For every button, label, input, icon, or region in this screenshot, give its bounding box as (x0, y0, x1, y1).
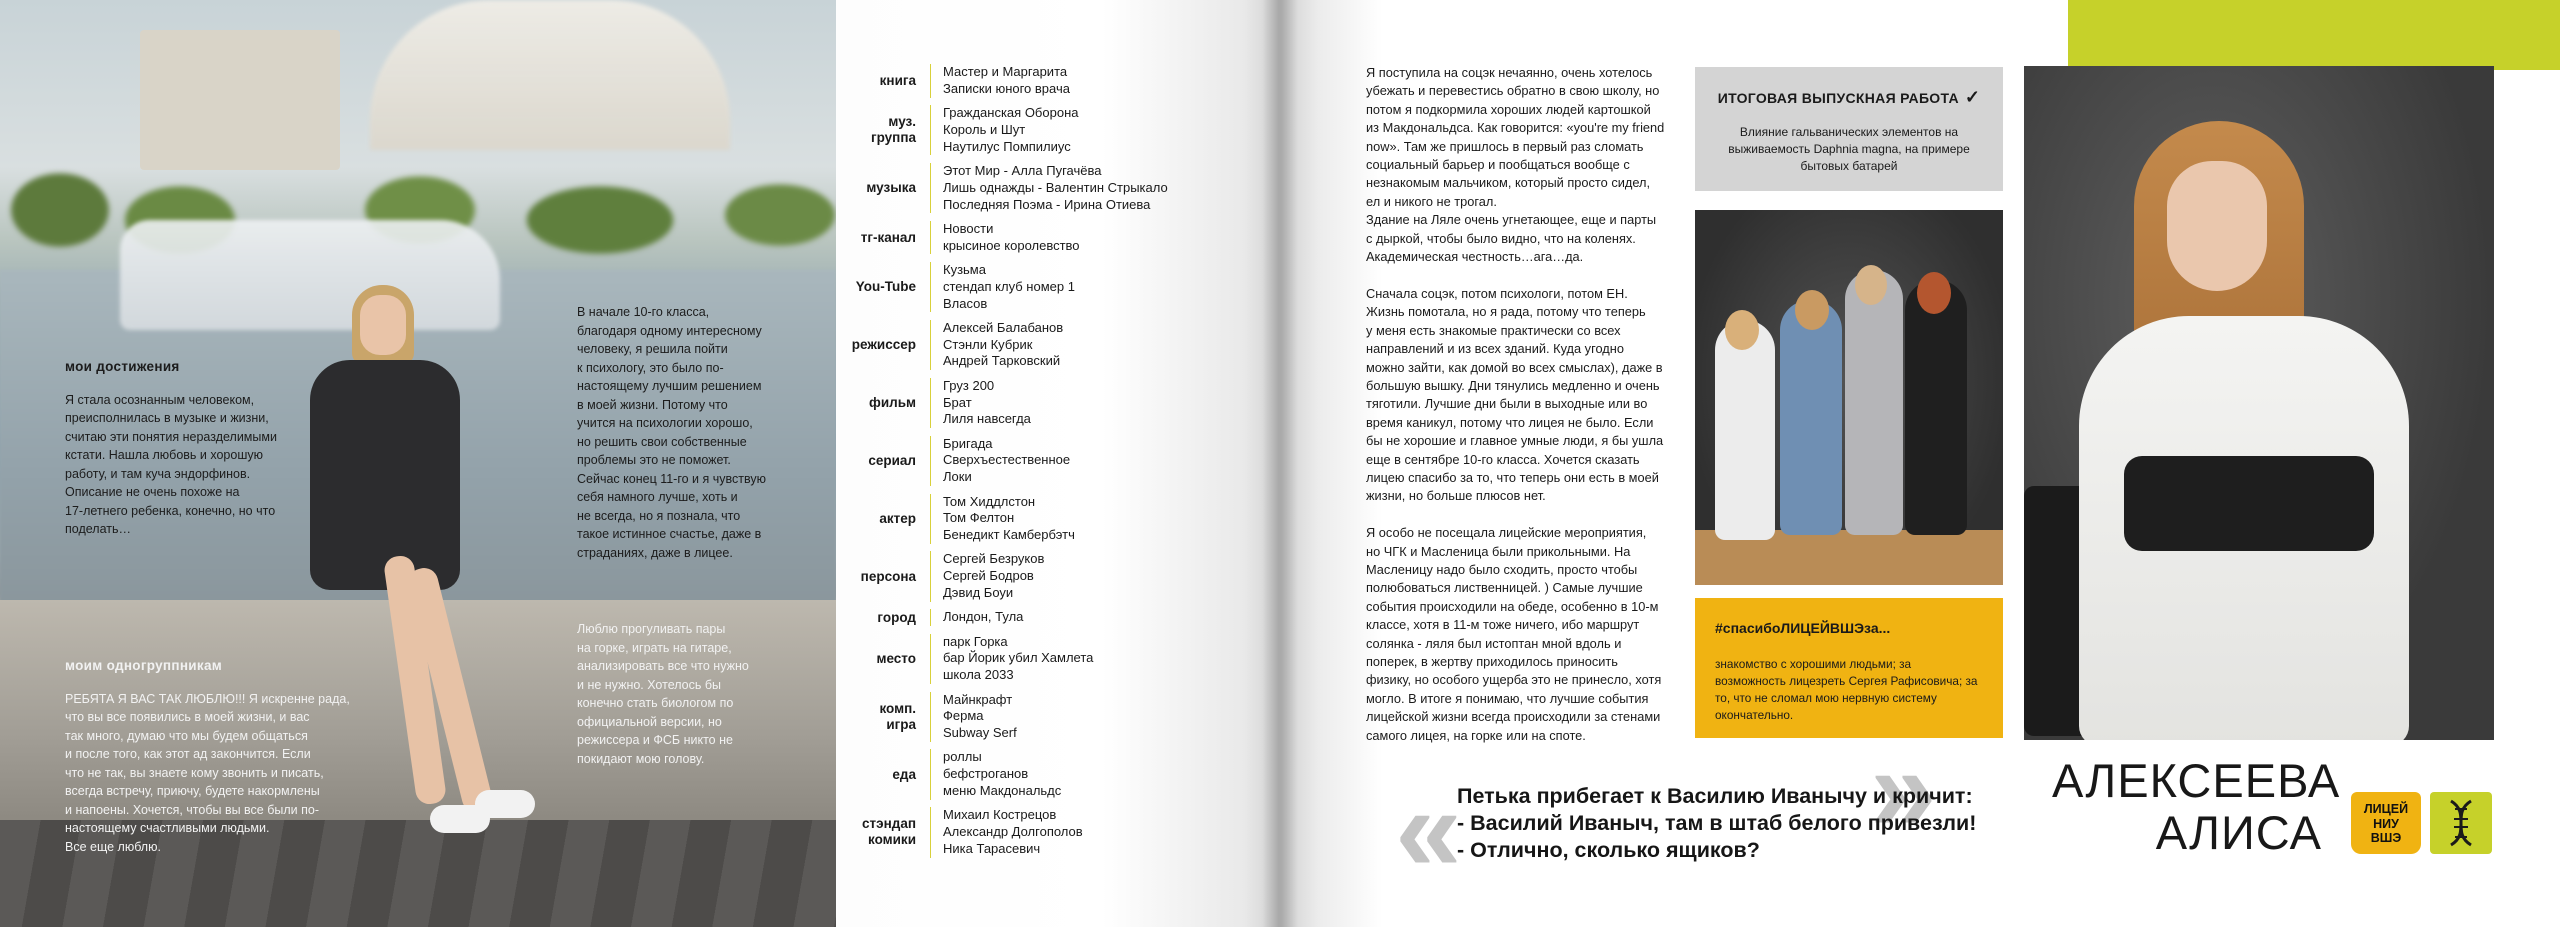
preference-row (836, 634, 1280, 684)
chevron-double-icon: « (1395, 763, 1432, 897)
chevron-double-icon: » (1870, 723, 1907, 857)
preference-values (930, 609, 1023, 626)
joke-line: - Отлично, сколько ящиков? (1457, 838, 1760, 862)
classmates-text: РЕБЯТА Я ВАС ТАК ЛЮБЛЮ!!! Я искренне рада, что вы все появились в моей жизни, и вас так много, думаю что мы будем общаться и после того, как этот ад закончится. Если что не так, вы знаете кому звонить и писать, всегда встречу, приючу, будете накормлены и напоены. Хочется, чтобы вы все были по- настоящему счастливыми людьми. Все еще люблю. (65, 691, 350, 854)
preference-value: бефстроганов (943, 766, 1029, 782)
preference-value: Subway Serf (943, 725, 1017, 741)
first-name: АЛИСА (2155, 806, 2322, 859)
preference-value: Сверхъестественное (943, 452, 1071, 468)
preference-values (930, 634, 1093, 684)
preference-label: комп. игра (879, 700, 916, 732)
intro-text: В начале 10-го класса, благодаря одному интересному человеку, я решила пойти к психологу, это было по- настоящему лучшим решением в моей жизни. Потому что учится на психологии хорошо, но решить свои собственные проблемы это не поможет. Сейчас конец 11-го и я чувствую себя намного лучше, хоть и не всегда, но я познала, что такое истинное счастье, даже в страданиях, даже в лицее. (577, 305, 766, 560)
preference-value: Наутилус Помпилиус (943, 138, 1071, 154)
preference-label: фильм (869, 394, 916, 410)
preference-label: место (876, 650, 916, 666)
preferences-list (836, 64, 1280, 865)
preference-value: Локи (943, 469, 972, 485)
preference-row (836, 105, 1280, 155)
preference-value: Андрей Тарковский (943, 353, 1061, 369)
preference-label: город (877, 609, 916, 625)
preference-values (930, 494, 1075, 544)
achievements-section (65, 358, 315, 539)
classmates-section (65, 657, 365, 856)
preference-value: Лондон, Тула (943, 609, 1024, 625)
joke-quote (1457, 783, 2017, 864)
preference-row (836, 551, 1280, 601)
joke-line: - Василий Иваныч, там в штаб белого привезли! (1457, 811, 1977, 835)
preference-label: тг-канал (860, 229, 916, 245)
classmates-heading: моим одногруппникам (65, 658, 223, 673)
preference-row (836, 64, 1280, 98)
preference-value: Брат (943, 394, 972, 410)
preference-row (836, 221, 1280, 255)
preference-row (836, 692, 1280, 742)
preference-label: книга (879, 72, 916, 88)
preference-value: крысиное королевство (943, 237, 1080, 253)
preference-label: еда (892, 766, 916, 782)
preference-value: Король и Шут (943, 121, 1026, 137)
preference-value: бар Йорик убил Хамлета (943, 650, 1094, 666)
preference-values (930, 692, 1017, 742)
preference-values (930, 320, 1063, 370)
preference-value: Этот Мир - Алла Пугачёва (943, 162, 1102, 178)
thanks-box (1695, 598, 2003, 738)
cathedral-background (370, 0, 730, 150)
preference-value: Майнкрафт (943, 691, 1013, 707)
dna-icon (2430, 792, 2492, 854)
preference-values (930, 436, 1070, 486)
preference-values (930, 64, 1070, 98)
final-work-box (1695, 67, 2003, 191)
preference-value: Дэвид Боуи (943, 585, 1014, 601)
preference-value: Том Фелтон (943, 510, 1015, 526)
intro-section (577, 303, 807, 562)
preference-value: Власов (943, 295, 988, 311)
group-photo (1695, 210, 2003, 585)
left-photo-page (0, 0, 836, 927)
lyceum-logo: ЛИЦЕЙ НИУ ВШЭ (2351, 792, 2421, 854)
preference-label: режиссер (851, 337, 916, 353)
preference-value: Бригада (943, 435, 993, 451)
right-page (1280, 0, 2560, 927)
preference-value: роллы (943, 749, 982, 765)
student-name (2052, 754, 2341, 859)
preference-value: Сергей Бодров (943, 568, 1034, 584)
preference-row (836, 436, 1280, 486)
book-spine (1262, 0, 1298, 927)
preference-value: Бенедикт Камбербэтч (943, 527, 1075, 543)
preference-label: муз. группа (870, 114, 916, 146)
checkmark-icon: ✓ (1964, 87, 1981, 107)
preference-row (836, 320, 1280, 370)
preference-values (930, 551, 1044, 601)
preference-values (930, 749, 1061, 799)
last-name: АЛЕКСЕЕВА (2052, 754, 2341, 807)
preference-values (930, 163, 1168, 213)
preference-label: стэндап комики (862, 816, 916, 848)
preference-value: стендап клуб номер 1 (943, 278, 1075, 294)
preference-value: Михаил Кострецов (943, 807, 1057, 823)
preference-value: Алексей Балабанов (943, 319, 1064, 335)
lime-accent-block (2068, 0, 2560, 70)
preference-value: Новости (943, 220, 994, 236)
joke-line: Петька прибегает к Василию Иванычу и кричит: (1457, 784, 1973, 808)
hobbies-section (577, 620, 807, 768)
final-work-title (1695, 87, 2003, 108)
preference-label: музыка (866, 180, 916, 196)
preference-label: сериал (868, 452, 916, 468)
preference-row (836, 494, 1280, 544)
preference-value: Последняя Поэма - Ирина Отиева (943, 196, 1151, 212)
preference-values (930, 262, 1075, 312)
preference-label: You-Tube (855, 279, 916, 295)
preference-value: школа 2033 (943, 667, 1014, 683)
preference-row (836, 609, 1280, 626)
achievements-text: Я стала осознанным человеком, преисполнилась в музыке и жизни, считаю эти понятия неразделимыми кстати. Нашла любовь и хорошую работу, и там куча эндорфинов. Описание не очень похоже на 17-летнего ребенка, конечно, но что поделать… (65, 392, 277, 536)
thanks-title: #спасибоЛИЦЕЙВШЭза... (1715, 620, 1891, 636)
final-work-title-text: ИТОГОВАЯ ВЫПУСКНАЯ РАБОТА (1717, 90, 1959, 106)
preference-values (930, 221, 1080, 255)
preference-value: Мастер и Маргарита (943, 64, 1068, 79)
preference-row (836, 262, 1280, 312)
preferences-page (836, 0, 1280, 927)
preference-values (930, 105, 1078, 155)
preference-value: Ника Тарасевич (943, 840, 1041, 856)
preference-row (836, 378, 1280, 428)
preference-row (836, 807, 1280, 857)
preference-value: Лишь однажды - Валентин Стрыкало (943, 179, 1168, 195)
preference-label: персона (860, 568, 916, 584)
building-background (140, 30, 340, 170)
preference-value: парк Горка (943, 633, 1008, 649)
preference-value: Записки юного врача (943, 80, 1070, 96)
preference-row (836, 163, 1280, 213)
preference-value: Ферма (943, 708, 984, 724)
final-work-text: Влияние гальванических элементов на выживаемость Daphnia magna, на примере бытовых батарей (1728, 125, 1970, 173)
preference-value: Том Хиддлстон (943, 493, 1036, 509)
achievements-heading: мои достижения (65, 359, 180, 374)
student-portrait (2024, 66, 2494, 740)
preference-value: Гражданская Оборона (943, 105, 1079, 121)
story-text: Я поступила на соцэк нечаянно, очень хотелось убежать и перевестись обратно в свою школу, но потом я подкормила хороших людей картошкой из Макдональдса. Как говорится: «you're my friend now». Там же пришлось в первый раз сломать социальный барьер и пообщаться вообще с незнакомым мальчиком, который просто сидел, ел и никого не трогал. Здание на Ляле очень угнетающее, еще и парты с дыркой, чтобы было видно, что на коленях. Академическая честность…ага…да. Сначала соцэк, потом психологи, потом ЕН. Жизнь помотала, но я рада, потому что теперь у меня есть знакомые практически со всех направлений и из всех зданий. Куда угодно можно зайти, как домой во всех смыслах), даже в большую вышку. Дни тянулись медленно и очень тяготили. Лучшие дни были в выходные или во время каникул, потому что лицея не было. Если бы не хорошие и главное умные люди, я бы ушла еще в сентябре 10-го класса. Хочется сказать лицею спасибо за то, что теперь они есть в моей жизни, но больше плюсов нет. Я особо не посещала лицейские мероприятия, но ЧГК и Масленица были прикольными. На Масленицу надо было сходить, просто чтобы полюбоваться лиственницей. ) Самые лучшие события происходили на обеде, особенно в 10-м классе, хотя в 11-м тоже ничего, ибо маршрут солянка - ляля был истоптан мной вдоль и поперек, в жертву приходилось приносить физику, но особого ущерба это не принесло, хотя могло. В итоге я понимаю, что лучшие события лицейской жизни всегда происходили за стенами самого лицея, на горке или на споте. (1366, 65, 1665, 743)
preference-value: меню Макдональдс (943, 782, 1062, 798)
hobbies-text: Люблю прогуливать пары на горке, играть на гитаре, анализировать все что нужно и не нужно. Хотелось бы конечно стать биологом по официальной версии, но режиссера и ФСБ никто не покидают мою голову. (577, 622, 749, 766)
preference-values (930, 378, 1031, 428)
preference-value: Кузьма (943, 261, 986, 277)
preference-label: актер (879, 510, 916, 526)
preference-row (836, 749, 1280, 799)
preference-value: Лиля навсегда (943, 411, 1031, 427)
preference-values (930, 807, 1083, 857)
preference-value: Александр Долгополов (943, 824, 1083, 840)
preference-value: Сергей Безруков (943, 551, 1045, 567)
thanks-text: знакомство с хорошими людьми; за возможность лицезреть Сергея Рафисовича; за то, что не сломал мою нервную систему окончательно. (1715, 657, 1978, 722)
preference-value: Стэнли Кубрик (943, 336, 1033, 352)
preference-value: Груз 200 (943, 377, 995, 393)
